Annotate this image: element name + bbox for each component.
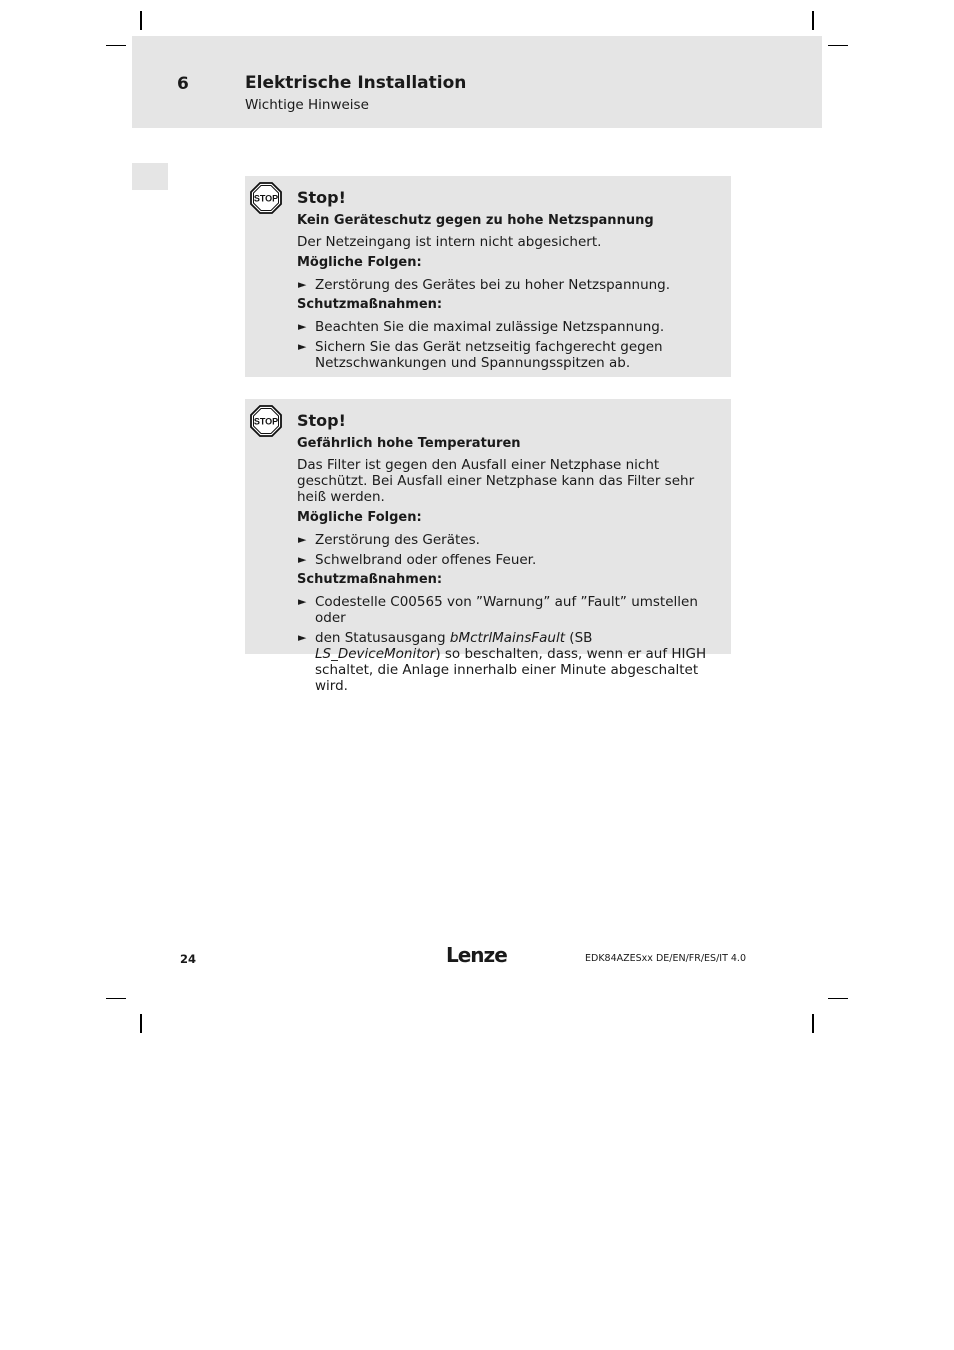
warning-subtitle: Kein Geräteschutz gegen zu hohe Netzspannung [297,213,654,228]
crop-mark [812,11,814,30]
crop-mark [812,1014,814,1033]
list-item: ► Zerstörung des Gerätes bei zu hoher Netzspannung. [298,277,671,293]
crop-mark [106,998,126,999]
consequences-label: Mögliche Folgen: [297,255,422,270]
stop-warning-box [245,176,731,377]
arrow-bullet-icon: ► [298,320,307,333]
function-block-name: LS_DeviceMonitor [315,646,436,662]
stop-sign-icon [250,405,282,437]
page-number: 24 [180,952,197,966]
list-item: ► Codestelle C00565 von ”Warnung” auf ”Fault” umstellen oder [298,594,698,626]
list-item: ► den Statusausgang bMctrlMainsFault (SB LS_DeviceMonitor) so beschalten, dass, wenn er auf HIGH schaltet, die Anlage innerhalb einer Minute abgeschaltet wird. [298,630,707,694]
warning-text: Der Netzeingang ist intern nicht abgesichert. [297,234,602,250]
arrow-bullet-icon: ► [298,631,307,644]
side-tab-marker [132,163,168,190]
warning-title: Stop! [297,188,346,207]
signal-name: bMctrlMainsFault [449,630,566,646]
crop-mark [140,1014,142,1033]
arrow-bullet-icon: ► [298,595,307,608]
crop-mark [828,998,848,999]
svg-text:STOP: STOP [253,193,279,204]
arrow-bullet-icon: ► [298,340,307,353]
list-item: ► Beachten Sie die maximal zulässige Netzspannung. [298,319,665,335]
crop-mark [828,45,848,46]
chapter-number: 6 [177,74,189,94]
arrow-bullet-icon: ► [298,553,307,566]
chapter-title: Elektrische Installation [245,73,467,93]
warning-subtitle: Gefährlich hohe Temperaturen [297,436,521,451]
list-item: ► Zerstörung des Gerätes. [298,532,480,548]
stop-sign-icon [250,182,282,214]
warning-text: Das Filter ist gegen den Ausfall einer Netzphase nicht geschützt. Bei Ausfall einer Netzphase kann das Filter sehr heiß werden. [297,457,695,505]
chapter-subtitle: Wichtige Hinweise [245,97,369,113]
list-item: ► Schwelbrand oder offenes Feuer. [298,552,537,568]
svg-text:STOP: STOP [253,416,279,427]
stop-warning-box [245,399,731,694]
lenze-logo: Lenze [446,943,507,967]
chapter-header [132,36,822,128]
document-id: EDK84AZESxx DE/EN/FR/ES/IT 4.0 [585,953,746,964]
list-item: ► Sichern Sie das Gerät netzseitig fachgerecht gegen Netzschwankungen und Spannungsspitzen ab. [298,339,663,371]
crop-mark [106,45,126,46]
arrow-bullet-icon: ► [298,278,307,291]
arrow-bullet-icon: ► [298,533,307,546]
warning-title: Stop! [297,411,346,430]
measures-label: Schutzmaßnahmen: [297,572,443,587]
crop-mark [140,11,142,30]
consequences-label: Mögliche Folgen: [297,510,422,525]
measures-label: Schutzmaßnahmen: [297,297,443,312]
